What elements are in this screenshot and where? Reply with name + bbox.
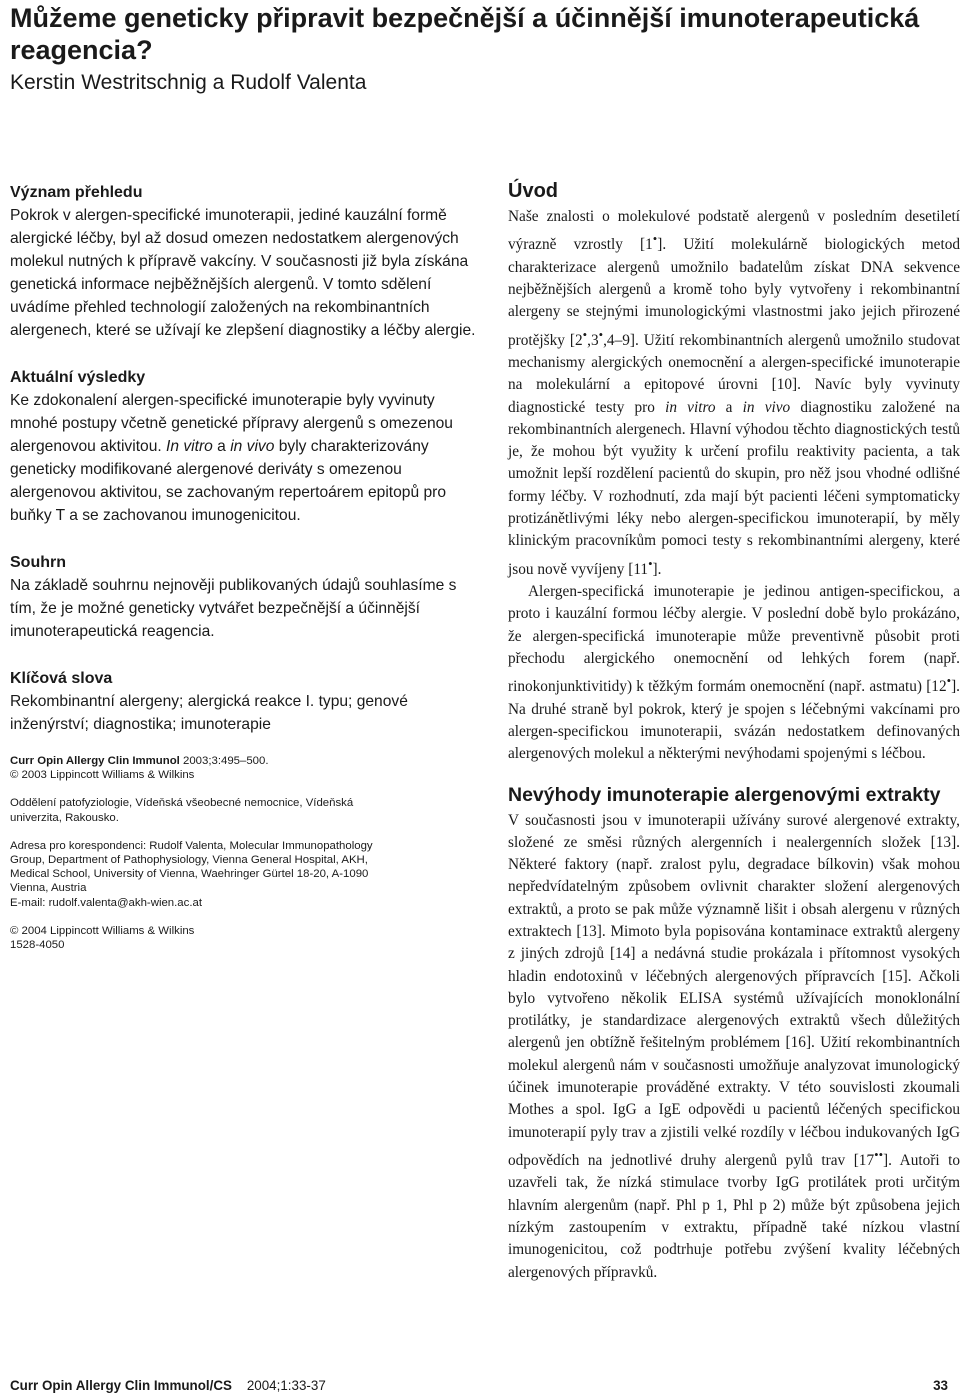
page-number: 33 bbox=[933, 1378, 948, 1393]
heading-souhrn: Souhrn bbox=[10, 554, 66, 571]
citation bbox=[10, 754, 485, 782]
email[interactable]: E-mail: rudolf.valenta@akh-wien.ac.at bbox=[10, 896, 203, 909]
heading-vyznam: Význam přehledu bbox=[10, 184, 143, 201]
text-souhrn: Na základě souhrnu nejnověji publikovaných údajů souhlasíme s tím, že je možné geneticky vytvářet bezpečnější a účinnější imunoterapeutická reagencia. bbox=[10, 577, 457, 640]
authors: Kerstin Westritschnig a Rudolf Valenta bbox=[10, 71, 367, 94]
correspondence-address: Adresa pro korespondenci: Rudolf Valenta, Molecular Immunopathology Group, Department of Pathophysiology, Vienna General Hospital, AKH, Medical School, University of Vienna, Waehringer Gürtel 18-20, A-1090 Vienna, Austria E-mail: rudolf.valenta@akh-wien.ac.at bbox=[10, 839, 485, 910]
paragraph-uvod-2: Alergen-specifická imunoterapie je jedinou antigen-specifickou, a proto i kauzální formou léčby alergie. V poslední době bylo prokázáno, že alergen-specifická imunoterapie může preventivně působit proti přechodu alergického onemocnění od lehkých forem (např. rinokonjunktivitidy) k těžkým formám onemocnění (např. astmatu) [12•]. Na druhé straně byl pokrok, který je spojen s léčebnými vakcínami pro alergen-specifickou imunoterapii, svázán nedostatkem definovaných alergenových molekul a některými nevýhodami spojenými s léčbou. bbox=[508, 583, 960, 763]
heading-uvod: Úvod bbox=[508, 180, 558, 202]
text-aktualni: Ke zdokonalení alergen-specifické imunoterapie byly vyvinuty mnohé postupy včetně genetické přípravy alergenů s omezenou alergenovou aktivitou. In vitro a in vivo byly charakterizovány geneticky modifikované alergenové deriváty s omezenou alergenovou aktivitou, se zachovaným repertoárem epitopů pro buňky T a se zachovanou imunogenicitou. bbox=[10, 392, 453, 524]
copyright-block bbox=[10, 924, 485, 952]
paragraph-nevyhody: V současnosti jsou v imunoterapii užívány surové alergenové extrakty, složené ze směsi různých alergenních i nealergenních složek [13]. Některé faktory (např. zralost pylu, degradace bílkovin) však mohou nepředvídatelným způsobem ovlivnit charakter složení alergenových extraktů, a proto se pak může významně lišit i obsah alergenu v různých extraktech [13]. Mimoto byla popisována kontaminace extraktů alergeny z jiných zdrojů [14] a nedávná studie prokázala i přítomnost vysokých hladin endotoxinů v léčebných alergenových přípravcích [15]. Ačkoli bylo vytvořeno několik ELISA systémů užívajících monoklonální protilátky, je standardizace alergenových extraktů všech důležitých alergenů jen obtížně řešitelným problémem [16]. Užití rekombinantních molekul alergenů nám v současnosti umožňuje analyzovat imunologický účinek imunoterapie prováděné extrakty. V této souvislosti zkoumali Mothes a spol. IgG a IgE odpovědi u pacientů léčených specifickou imunoterapií pyly trav a zjistili velké rozdíly v léčbou indukovaných IgG odpovědích na jednotlivé druhy alergenů pylů trav [17••]. Autoři to uzavřeli tak, že nízká stimulace tvorby IgG protilátek proti určitým hlavním alergenům (např. Phl p 1, Phl p 2) může být způsobena jejich nízkým zastoupením v extraktu, případně také nízkou vlastní imunogenicitou, což podtrhuje potřebu zvýšení kvality léčebných alergenových přípravků. bbox=[508, 811, 960, 1281]
paragraph-uvod-1: Naše znalosti o molekulové podstatě alergenů v posledním desetiletí výrazně vzrostly [1•]. Užití molekulárně biologických metod charakterizace alergenů umožnilo badatelům získat DNA sekvence nejběžnějších alergenů a kromě toho byly vytvořeny i rekombinantní alergeny se stejnými imunologickými vlastnostmi jako jejich přirozené protějšky [2•,3•,4–9]. Užití rekombinantních alergenů umožnilo studovat mechanismy alergických onemocnění a alergen-specifické imunoterapie na molekulární a epitopové úrovni [10]. Navíc byly vyvinuty diagnostické testy pro in vitro a in vivo diagnostiku založené na rekombinantních alergenech. Hlavní výhodou těchto diagnostických testů je, že mohou být využity k určení profilu reaktivity pacienta, a tak umožnit lepší rozdělení pacientů do skupin, pro něž jsou vhodné odlišné formy léčby. V rozhodnutí, zda mají být pacienti léčeni symptomaticky protizánětlivými léky nebo alergen-specifickou imunoterapií, by měly klinickým pracovníkům pomoci testy s rekombinantními alergeny, které jsou nově vyvíjeny [11•]. bbox=[508, 208, 960, 578]
text-klicova: Rekombinantní alergeny; alergická reakce I. typu; genové inženýrství; diagnostika; imunoterapie bbox=[10, 693, 408, 733]
footer-journal: Curr Opin Allergy Clin Immunol/CS 2004;1:33-37 bbox=[10, 1378, 326, 1393]
abstract-column bbox=[10, 181, 485, 966]
affiliation: Oddělení patofyziologie, Vídeňská všeobecné nemocnice, Vídeňská univerzita, Rakousko. bbox=[10, 797, 354, 824]
body-column bbox=[508, 178, 960, 1284]
citation-journal: Curr Opin Allergy Clin Immunol bbox=[10, 755, 180, 767]
copyright-2004: © 2004 Lippincott Williams & Wilkins bbox=[10, 924, 195, 937]
issn: 1528-4050 bbox=[10, 939, 65, 952]
citation-details: 2003;3:495–500. bbox=[179, 755, 269, 767]
copyright-2003: © 2003 Lippincott Williams & Wilkins bbox=[10, 769, 195, 782]
heading-klicova: Klíčová slova bbox=[10, 670, 113, 687]
heading-nevyhody: Nevýhody imunoterapie alergenovými extrakty bbox=[508, 783, 941, 806]
section-vyznam bbox=[10, 181, 485, 342]
section-souhrn bbox=[10, 551, 485, 643]
article-title: Můžeme geneticky připravit bezpečnější a účinnější imunoterapeutická reagencia? bbox=[10, 3, 920, 65]
heading-aktualni: Aktuální výsledky bbox=[10, 369, 146, 386]
section-aktualni bbox=[10, 366, 485, 527]
section-klicova bbox=[10, 667, 485, 736]
text-vyznam: Pokrok v alergen-specifické imunoterapii, jediné kauzální formě alergické léčby, byl až dosud omezen nedostatkem alergenových molekul nutných k přípravě vakcíny. V současnosti již byla získána genetická informace nejběžnějších alergenů. V tomto sdělení uvádíme přehled technologií založených na rekombinantních alergenech, které se užívají ke zlepšení diagnostiky a léčby alergie. bbox=[10, 207, 476, 339]
